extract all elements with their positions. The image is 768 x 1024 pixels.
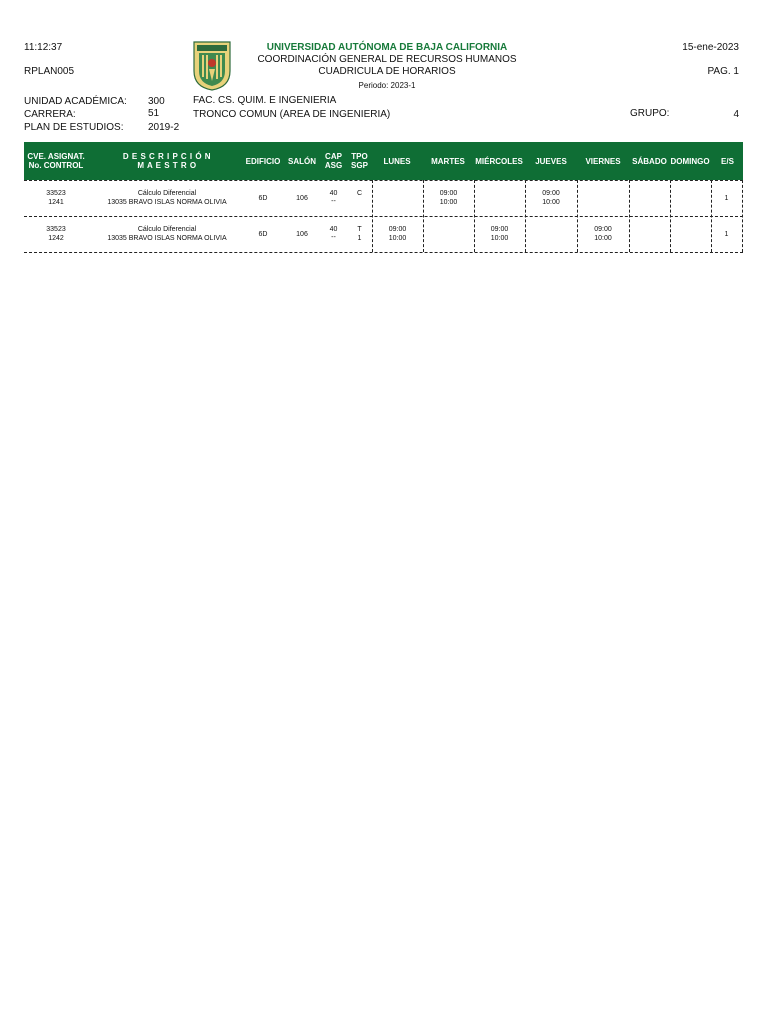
university-name: UNIVERSIDAD AUTÓNOMA DE BAJA CALIFORNIA [266, 42, 508, 53]
cell-salon: 106 [296, 195, 308, 202]
cell-edificio: 6D [258, 231, 268, 238]
grupo-label: GRUPO: [630, 108, 670, 119]
report-time: 11:12:37 [24, 42, 63, 53]
col-header-lunes: LUNES [383, 156, 411, 166]
cell-martes-end: 10:00 [439, 199, 458, 206]
cell-martes-start: 09:00 [439, 190, 458, 197]
cell-materia: Cálculo Diferencial [137, 226, 197, 233]
unidad-code: 300 [148, 96, 165, 107]
column-divider [711, 180, 712, 252]
cell-salon: 106 [296, 231, 308, 238]
cell-cve: 33523 [46, 190, 66, 197]
cell-materia: Cálculo Diferencial [137, 190, 197, 197]
cell-cap: 40 [329, 226, 338, 233]
cell-asg: -- [331, 198, 336, 205]
col-header-salon: SALÓN [288, 156, 316, 166]
cell-control: 1242 [48, 235, 64, 242]
cell-lunes-start: 09:00 [388, 226, 407, 233]
col-header-martes: MARTES [431, 156, 465, 166]
page-number: PAG. 1 [707, 66, 739, 77]
carrera-label: CARRERA: [24, 109, 76, 120]
table-rule [24, 180, 743, 181]
cell-control: 1241 [48, 199, 64, 206]
col-header-es: E/S [721, 156, 734, 166]
cell-miercoles-end: 10:00 [490, 235, 509, 242]
cell-cap: 40 [329, 190, 338, 197]
cell-miercoles-start: 09:00 [490, 226, 509, 233]
coordination-name: COORDINACIÓN GENERAL DE RECURSOS HUMANOS [257, 54, 517, 65]
cell-jueves-end: 10:00 [542, 199, 560, 206]
table-rule [24, 216, 743, 217]
report-title: CUADRICULA DE HORARIOS [318, 66, 456, 77]
period-label: Periodo: 2023-1 [358, 81, 416, 90]
report-date: 15-ene-2023 [682, 42, 739, 53]
column-divider [742, 180, 743, 252]
grupo-value: 4 [733, 109, 739, 120]
plan-label: PLAN DE ESTUDIOS: [24, 122, 124, 133]
cell-tpo: C [356, 190, 363, 197]
cell-edificio: 6D [258, 195, 268, 202]
cell-viernes-start: 09:00 [594, 226, 612, 233]
col-header-tpo: TPO SGP [351, 152, 368, 170]
cell-maestro: 13035 BRAVO ISLAS NORMA OLIVIA [107, 235, 227, 242]
cell-viernes-end: 10:00 [594, 235, 612, 242]
col-header-cap: CAP ASG [324, 152, 343, 170]
carrera-code: 51 [148, 108, 160, 119]
col-header-sabado: SÁBADO [632, 156, 667, 166]
cell-maestro: 13035 BRAVO ISLAS NORMA OLIVIA [107, 199, 227, 206]
col-header-jueves: JUEVES [535, 156, 567, 166]
col-header-cve: CVE. ASIGNAT. No. CONTROL [27, 152, 85, 170]
table-rule [24, 252, 743, 253]
schedule-table-header [24, 142, 743, 180]
cell-es: 1 [724, 195, 729, 202]
cell-jueves-start: 09:00 [542, 190, 560, 197]
col-header-edificio: EDIFICIO [245, 156, 281, 166]
unidad-name: FAC. CS. QUIM. E INGENIERIA [193, 95, 337, 106]
cell-cve: 33523 [46, 226, 66, 233]
plan-value: 2019-2 [148, 122, 180, 133]
cell-tpo: T [357, 226, 362, 233]
report-code: RPLAN005 [24, 66, 75, 77]
carrera-name: TRONCO COMUN (AREA DE INGENIERIA) [193, 109, 391, 120]
cell-asg: -- [331, 234, 336, 241]
column-divider [629, 180, 630, 252]
col-header-viernes: VIERNES [585, 156, 621, 166]
col-header-descripcion: D E S C R I P C I Ó N M A E S T R O [122, 152, 212, 170]
unidad-label: UNIDAD ACADÉMICA: [24, 96, 127, 107]
cell-lunes-end: 10:00 [388, 235, 407, 242]
col-header-domingo: DOMINGO [670, 156, 710, 166]
column-divider [670, 180, 671, 252]
cell-sgp: 1 [357, 235, 362, 242]
cell-es: 1 [724, 231, 729, 238]
col-header-miercoles: MIÉRCOLES [475, 156, 523, 166]
